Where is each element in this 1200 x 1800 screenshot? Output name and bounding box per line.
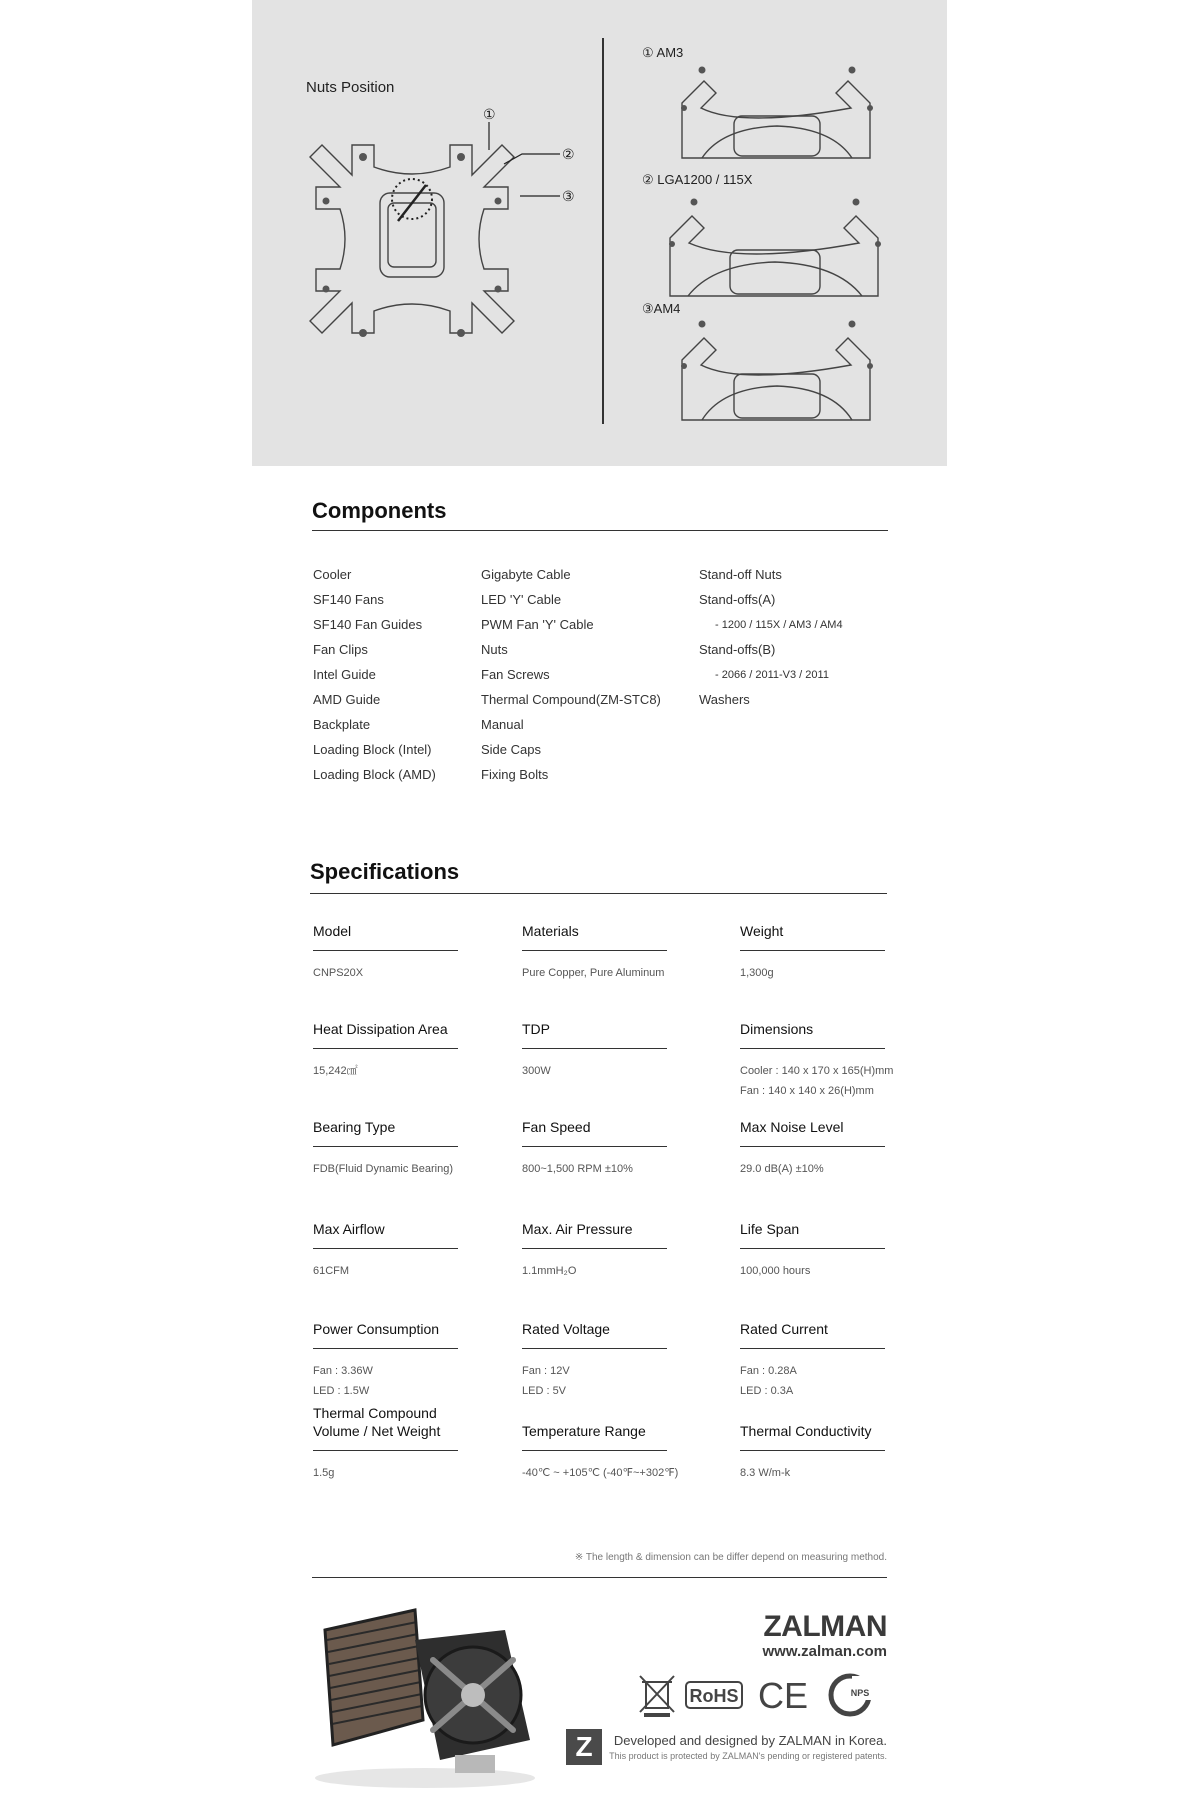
variant-label-am3: ① AM3 [642,45,684,60]
spec-value: 800~1,500 RPM ±10% [522,1163,633,1175]
component-item: LED 'Y' Cable [481,592,562,607]
spec-underline [740,950,885,951]
spec-value: LED : 1.5W [313,1385,370,1397]
panel-divider [602,38,604,424]
spec-item [522,1218,667,1280]
spec-underline [522,1146,667,1147]
spec-underline [313,950,458,951]
spec-value: LED : 5V [522,1385,567,1397]
component-item: Nuts [481,642,508,657]
spec-label: Materials [522,923,579,939]
component-item: SF140 Fans [313,592,384,607]
components-column-2 [481,567,661,792]
callout-1: ① [483,106,496,122]
spec-label: Temperature Range [522,1423,646,1439]
component-item: AMD Guide [313,692,381,707]
component-item: Fan Clips [313,642,368,657]
components-column-3 [699,567,843,717]
patent-notice: This product is protected by ZALMAN's pending or registered patents. [609,1751,887,1761]
variant-label-lga1200: ② LGA1200 / 115X [642,172,753,187]
zalman-z-mark: Z [566,1729,602,1765]
spec-underline [740,1348,885,1349]
spec-value: 100,000 hours [740,1265,811,1277]
component-item: Loading Block (AMD) [313,767,436,782]
spec-label: Dimensions [740,1021,814,1037]
spec-underline [313,1248,458,1249]
spec-label: Rated Voltage [522,1321,610,1337]
spec-value: 1.5g [313,1467,335,1479]
spec-value: Fan : 0.28A [740,1365,797,1377]
component-item: Cooler [313,567,352,582]
component-item: Fixing Bolts [481,767,549,782]
component-item: Stand-off Nuts [699,567,782,582]
spec-value: 61CFM [313,1265,350,1277]
component-item: Loading Block (Intel) [313,742,432,757]
nps-text: NPS [850,1688,870,1698]
spec-value: Fan : 12V [522,1365,570,1377]
spec-item [522,920,667,982]
spec-item [313,1318,458,1400]
component-item: Stand-offs(B) [699,642,776,657]
component-subitem: - 2066 / 2011-V3 / 2011 [715,669,829,681]
spec-value: 15,242㎠ [313,1065,358,1077]
spec-underline [522,1248,667,1249]
spec-value: 1.1mmH₂O [522,1265,577,1277]
spec-label: Weight [740,923,784,939]
spec-underline [740,1146,885,1147]
spec-underline [313,1146,458,1147]
spec-underline [313,1048,458,1049]
spec-underline [522,950,667,951]
spec-label: Bearing Type [313,1119,396,1135]
spec-label: Thermal Conductivity [740,1423,872,1439]
spec-item [313,1218,458,1280]
spec-underline [313,1348,458,1349]
spec-item [522,1018,667,1080]
spec-underline [740,1048,885,1049]
spec-value: 29.0 dB(A) ±10% [740,1163,824,1175]
rohs-text: RoHS [689,1686,739,1706]
callout-3: ③ [562,188,575,204]
spec-label: Model [313,923,352,939]
spec-item [313,1116,458,1178]
component-item: Gigabyte Cable [481,567,571,582]
spec-label: Max Airflow [313,1221,385,1237]
certification-marks [638,1672,888,1718]
zalman-url[interactable]: www.zalman.com [762,1643,887,1660]
spec-underline [740,1248,885,1249]
spec-label: Max. Air Pressure [522,1221,633,1237]
spec-item [313,1018,458,1080]
components-column-1 [313,567,436,792]
spec-item [740,1218,885,1280]
ce-mark: CE [757,1675,809,1716]
components-rule [312,530,888,531]
spec-value: -40℃ ~ +105℃ (-40℉~+302℉) [522,1467,679,1479]
spec-underline [313,1450,458,1451]
spec-underline [522,1048,667,1049]
spec-item [740,1018,894,1100]
spec-label: Life Span [740,1221,800,1237]
cooler-product-image [305,1600,545,1790]
spec-value: Fan : 3.36W [313,1365,373,1377]
variant-label-am4: ③AM4 [642,301,681,316]
rohs-mark [686,1682,742,1708]
zalman-logo: ZALMAN [763,1610,887,1643]
spec-item [740,1402,885,1482]
component-item: Thermal Compound(ZM-STC8) [481,692,661,707]
spec-label: Thermal Compound Volume / Net Weight [313,1405,441,1439]
component-item: PWM Fan 'Y' Cable [481,617,594,632]
spec-value: Pure Copper, Pure Aluminum [522,967,665,979]
nps-mark [831,1676,876,1714]
spec-underline [522,1348,667,1349]
spec-label: Rated Current [740,1321,828,1337]
developed-by-text: Developed and designed by ZALMAN in Korea. [613,1733,887,1748]
spec-underline [522,1450,667,1451]
measurement-note: ※ The length & dimension can be differ depend on measuring method. [574,1552,887,1563]
component-item: Manual [481,717,524,732]
spec-value: Cooler : 140 x 170 x 165(H)mm [740,1065,894,1077]
spec-value: 1,300g [740,967,774,979]
callout-2: ② [562,146,575,162]
weee-bin-icon [640,1676,674,1717]
spec-item [522,1402,679,1482]
spec-value: 8.3 W/m-k [740,1467,791,1479]
spec-item [313,1402,458,1482]
variant-lga1200-diagram [660,188,890,300]
spec-label: Power Consumption [313,1321,440,1337]
spec-label: Heat Dissipation Area [313,1021,448,1037]
spec-label: TDP [522,1021,550,1037]
footer-rule [312,1577,887,1578]
spec-value: 300W [522,1065,551,1077]
component-item: Fan Screws [481,667,550,682]
spec-value: Fan : 140 x 140 x 26(H)mm [740,1085,874,1097]
variant-am3-diagram [672,58,882,163]
spec-item [522,1318,667,1400]
spec-underline [740,1450,885,1451]
component-item: Stand-offs(A) [699,592,776,607]
spec-value: CNPS20X [313,967,364,979]
spec-label: Fan Speed [522,1119,591,1135]
spec-item [740,1116,885,1178]
spec-item [522,1116,667,1178]
variant-am4-diagram [672,310,882,425]
specifications-title: Specifications [310,859,460,884]
spec-item [740,1318,885,1400]
spec-item [740,920,885,982]
spec-value: FDB(Fluid Dynamic Bearing) [313,1163,453,1175]
spec-item [313,920,458,982]
nuts-position-title: Nuts Position [306,79,395,96]
specifications-rule [310,893,887,894]
spec-value: LED : 0.3A [740,1385,794,1397]
component-item: Washers [699,692,750,707]
component-item: SF140 Fan Guides [313,617,423,632]
component-item: Side Caps [481,742,541,757]
component-item: Backplate [313,717,371,732]
component-subitem: - 1200 / 115X / AM3 / AM4 [715,619,843,631]
spec-label: Max Noise Level [740,1119,844,1135]
nuts-position-panel [252,0,947,466]
components-title: Components [312,498,447,523]
component-item: Intel Guide [313,667,376,682]
